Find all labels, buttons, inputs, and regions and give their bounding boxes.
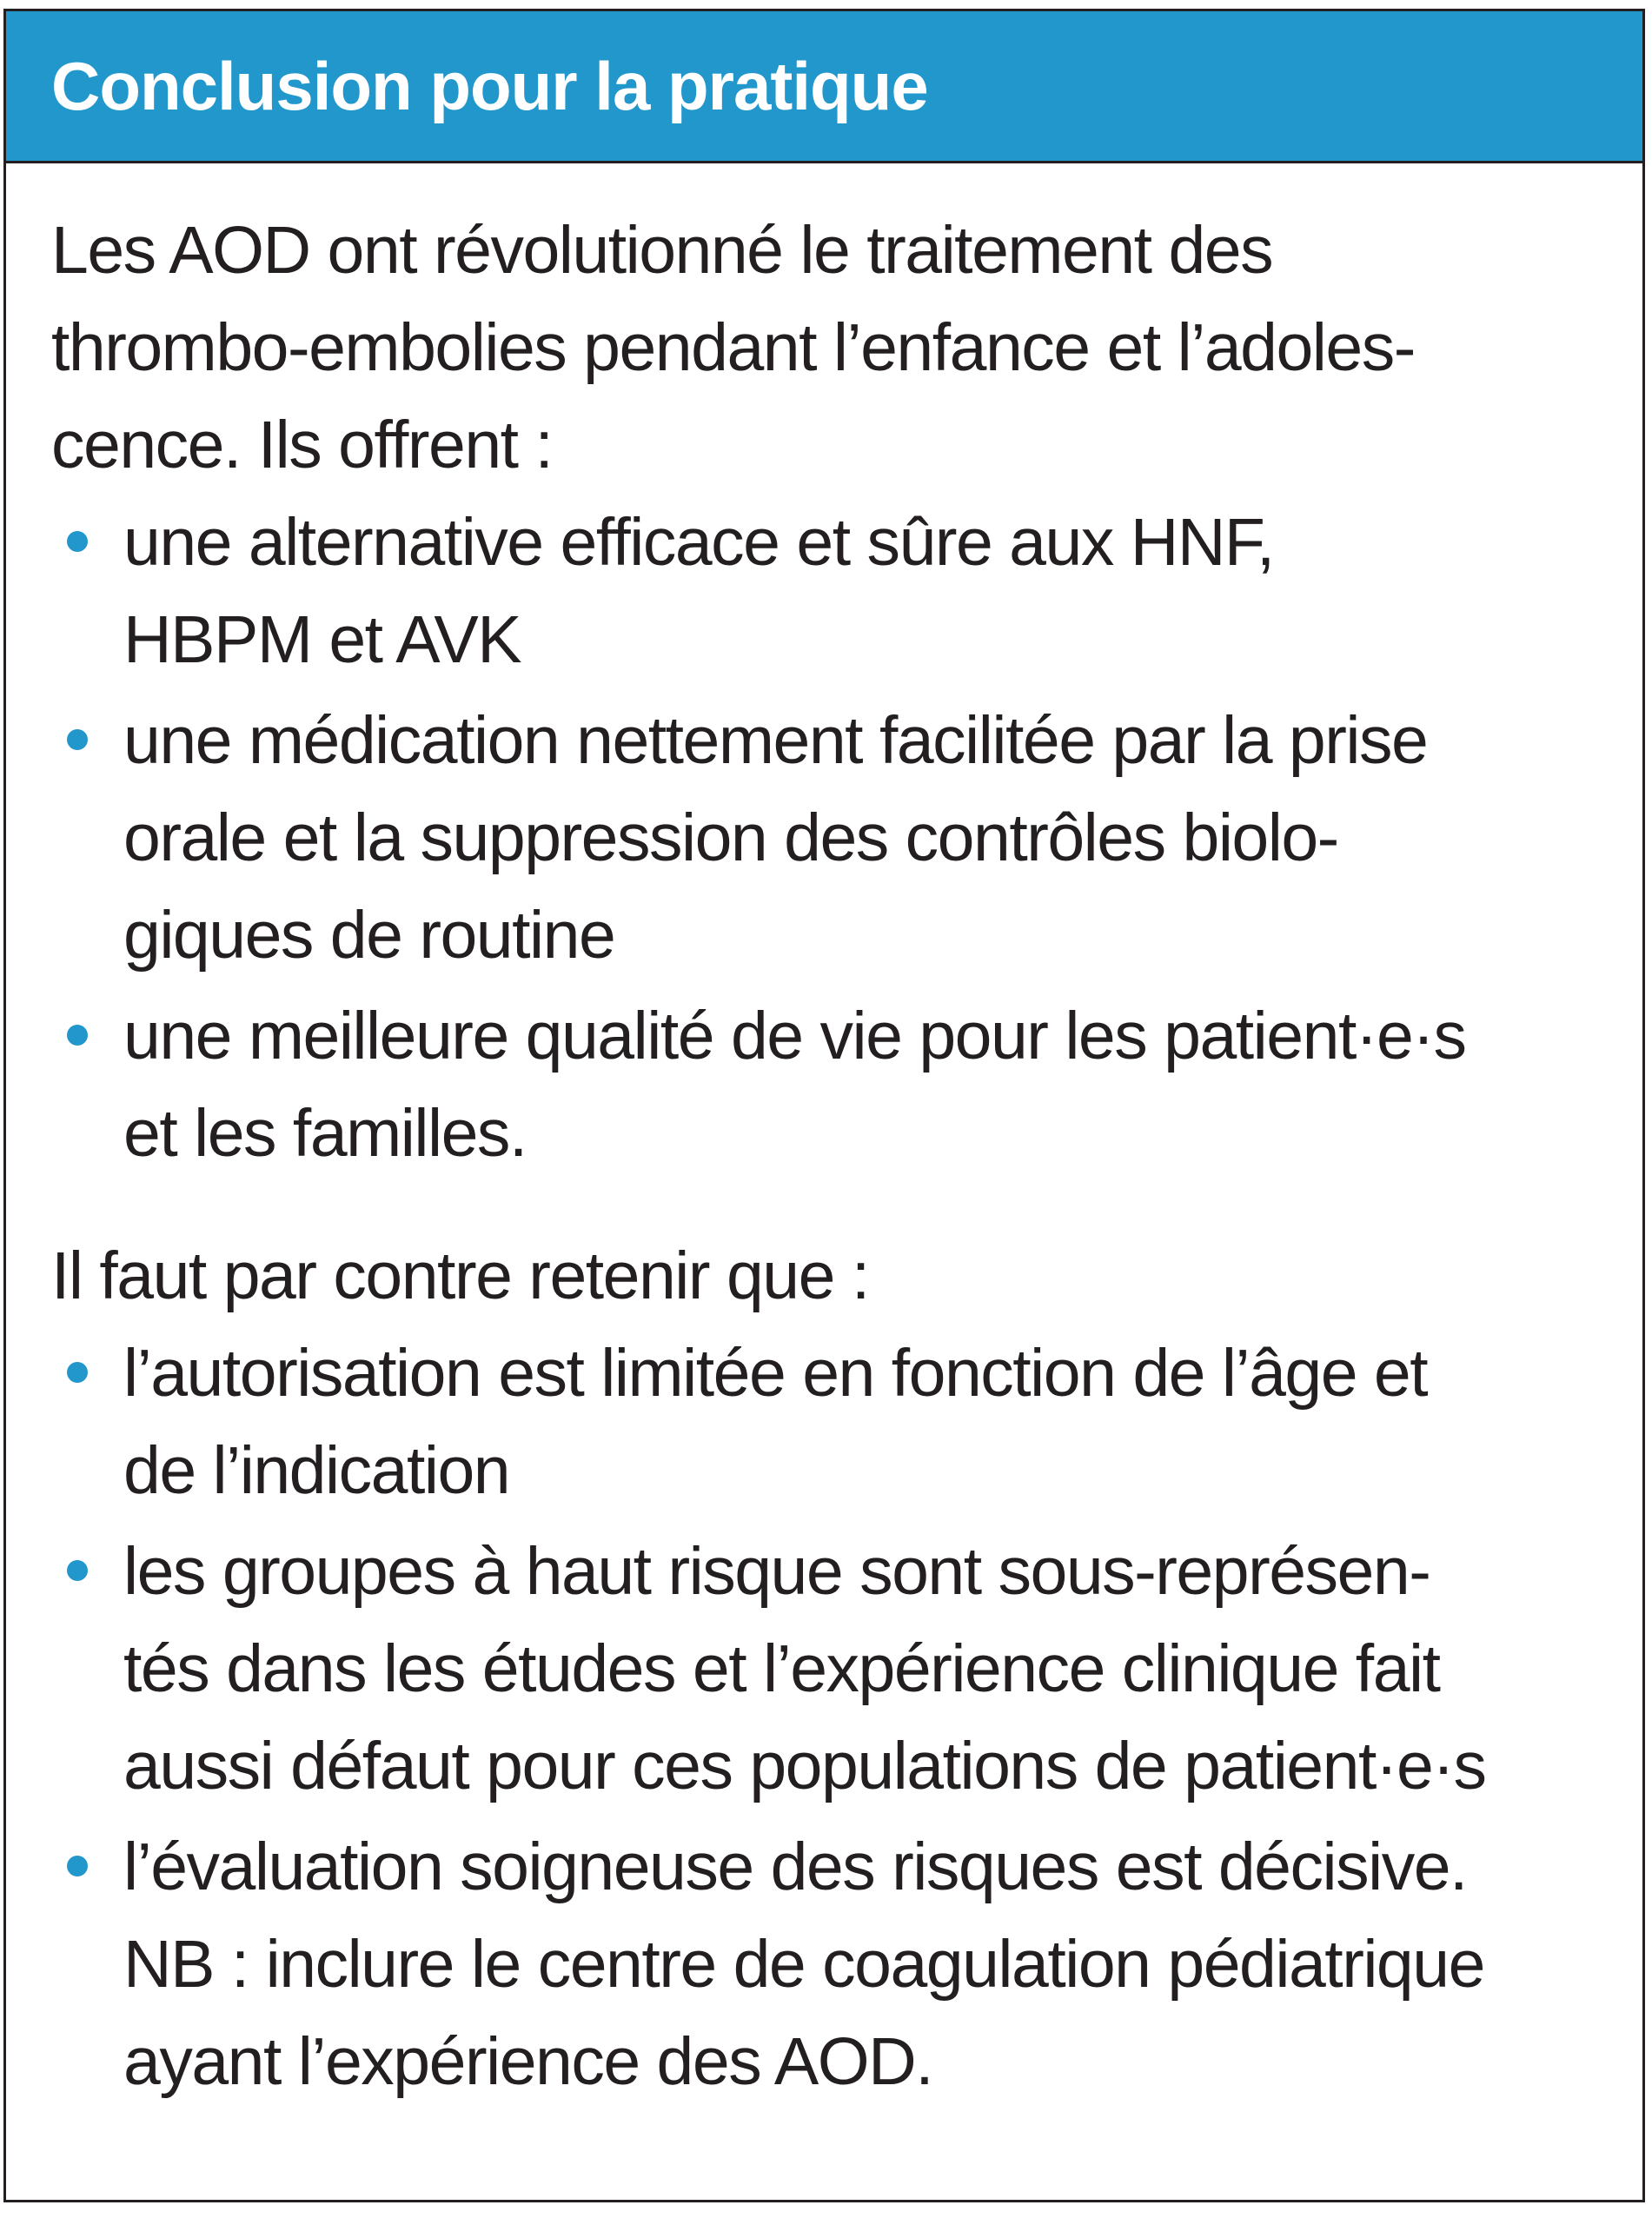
list-item-line: HBPM et AVK xyxy=(123,602,521,677)
list-item-line: tés dans les études et l’expérience clinique fait xyxy=(123,1631,1440,1706)
list-item xyxy=(51,692,1599,984)
intro-line: Les AOD ont révolutionné le traitement des xyxy=(51,213,1273,288)
list-item-line: l’évaluation soigneuse des risques est décisive. xyxy=(123,1830,1467,1904)
box-header xyxy=(6,11,1642,163)
list-item-line: une meilleure qualité de vie pour les patient·e·s xyxy=(123,999,1466,1073)
list-item-line: une alternative efficace et sûre aux HNF, xyxy=(123,505,1274,580)
bullet-dot-icon xyxy=(67,531,88,552)
box-content xyxy=(6,163,1642,2110)
list-item-line: aussi défaut pour ces populations de patient·e·s xyxy=(123,1729,1486,1803)
list-item xyxy=(51,1523,1599,1815)
list-item xyxy=(51,494,1599,688)
list-item-line: les groupes à haut risque sont sous-représen- xyxy=(123,1534,1430,1609)
bullet-dot-icon xyxy=(67,1560,88,1581)
list-item-line: l’autorisation est limitée en fonction de l’âge et xyxy=(123,1336,1428,1411)
benefits-list xyxy=(51,494,1599,1182)
intro-paragraph xyxy=(51,202,1599,494)
intro-line: thrombo-embolies pendant l’enfance et l’adoles- xyxy=(51,310,1415,385)
list-item xyxy=(51,1325,1599,1519)
bullet-dot-icon xyxy=(67,1362,88,1383)
list-item-line: une médication nettement facilitée par la prise xyxy=(123,703,1428,778)
list-item-line: giques de routine xyxy=(123,898,615,973)
bullet-dot-icon xyxy=(67,1856,88,1876)
list-item xyxy=(51,987,1599,1182)
bullet-dot-icon xyxy=(67,1025,88,1046)
list-item-line: et les familles. xyxy=(123,1096,527,1171)
caveats-list xyxy=(51,1325,1599,2110)
list-item xyxy=(51,1818,1599,2110)
caveats-intro-line: Il faut par contre retenir que : xyxy=(51,1239,869,1313)
caveats-intro-paragraph xyxy=(51,1227,1599,1325)
list-item-line: ayant l’expérience des AOD. xyxy=(123,2024,933,2099)
conclusion-box xyxy=(3,9,1645,2202)
list-item-line: orale et la suppression des contrôles biolo- xyxy=(123,800,1338,875)
bullet-dot-icon xyxy=(67,729,88,750)
box-title: Conclusion pour la pratique xyxy=(51,48,928,124)
list-item-line: de l’indication xyxy=(123,1433,510,1508)
list-item-line: NB : inclure le centre de coagulation pédiatrique xyxy=(123,1927,1484,2002)
intro-line: cence. Ils offrent : xyxy=(51,408,553,482)
